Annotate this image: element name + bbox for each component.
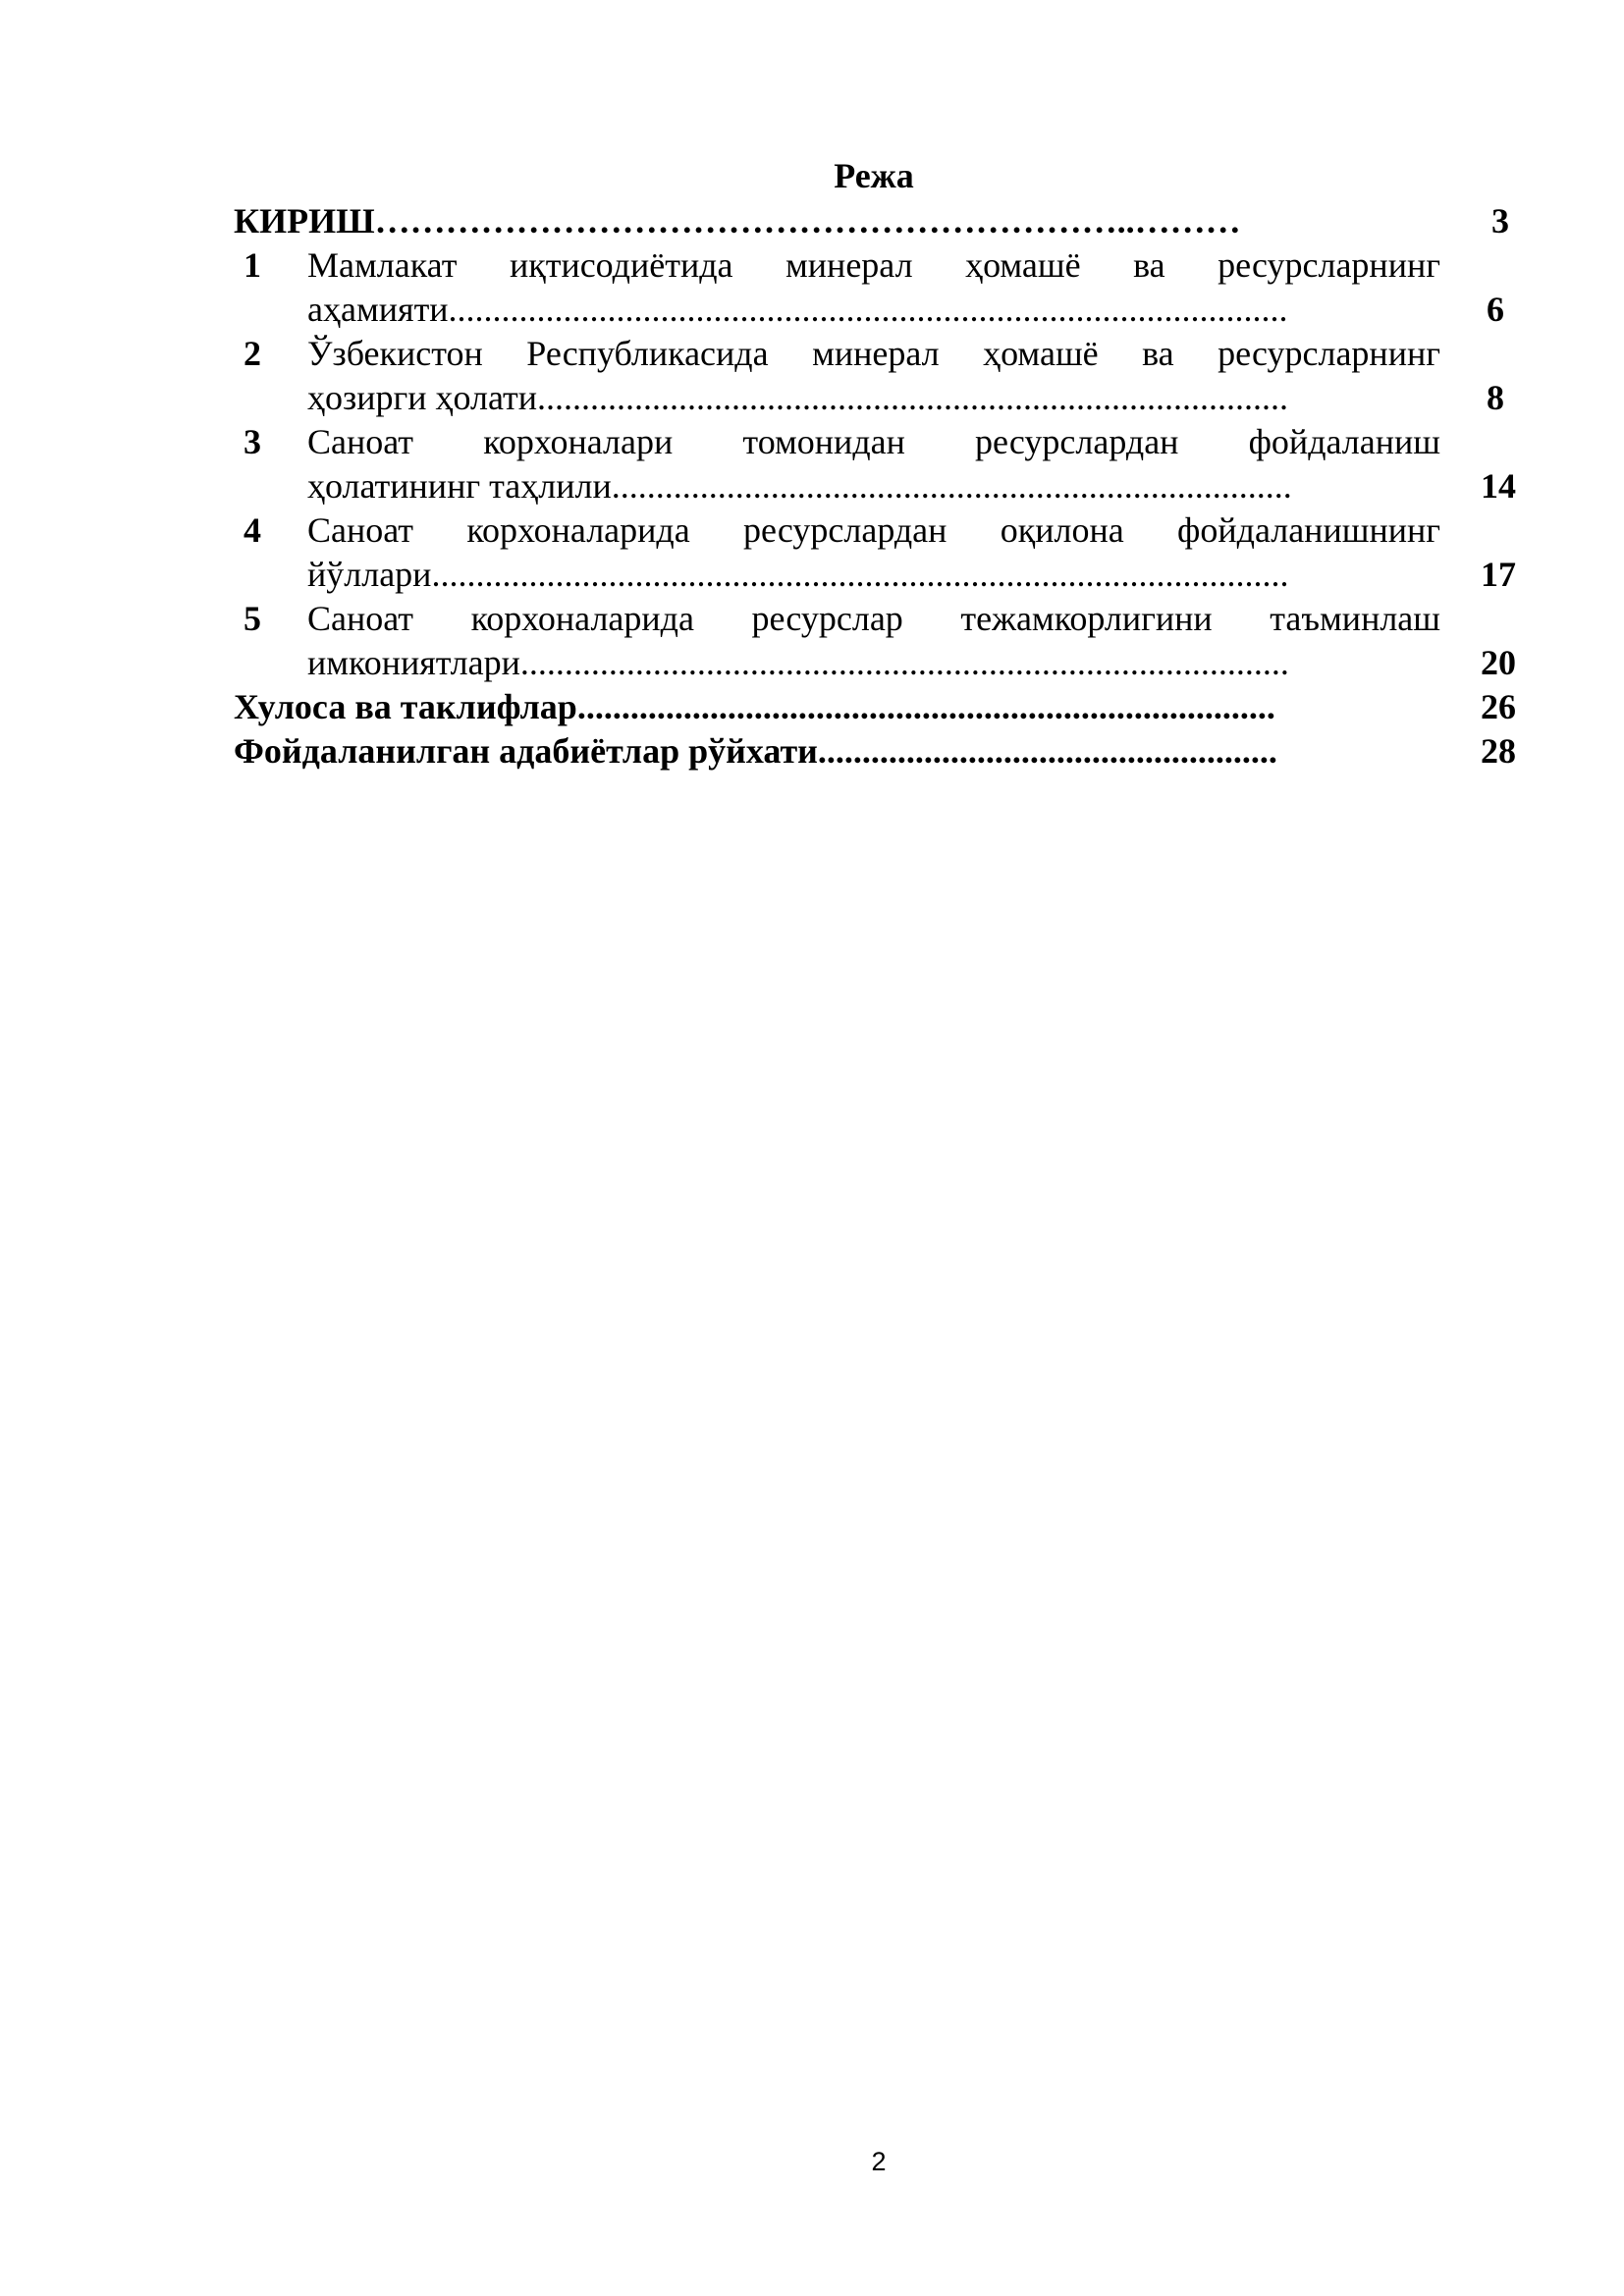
toc-section-title-line1: Саноат корхоналарида ресурслар тежамкорлигини таъминлаш — [307, 599, 1440, 638]
toc-section-number: 2 — [244, 334, 261, 373]
toc-conclusion-page: 26 — [1481, 687, 1516, 726]
toc-references-label: Фойдаланилган адабиётлар рўйхати — [234, 731, 818, 771]
toc-conclusion — [234, 685, 1387, 729]
toc-conclusion-label: Хулоса ва таклифлар — [234, 687, 577, 726]
toc-section-page: 6 — [1487, 290, 1504, 329]
toc-references — [234, 729, 1387, 774]
page-title: Режа — [834, 156, 914, 195]
toc-section-number: 1 — [244, 245, 261, 285]
toc-intro — [234, 199, 1382, 243]
toc-section-number: 4 — [244, 510, 261, 550]
toc-section-page: 8 — [1487, 378, 1504, 417]
toc-section-title-line2: аҳамияти............................................................................................... — [307, 290, 1288, 329]
toc-conclusion-leader: ............................................................................... — [576, 687, 1275, 726]
toc-section-title-line2: ҳозирги ҳолати..................................................................................... — [307, 378, 1289, 417]
toc-section-title-line1: Мамлакат иқтисодиётида минерал ҳомашё ва ресурсларнинг — [307, 245, 1440, 285]
toc-section-page: 14 — [1481, 466, 1516, 506]
toc-section-title-line1: Саноат корхоналарида ресурслардан оқилона фойдаланишнинг — [307, 510, 1440, 550]
toc-intro-label: КИРИШ — [234, 201, 375, 240]
toc-references-page: 28 — [1481, 731, 1516, 771]
toc-section-title-line2: ҳолатининг таҳлили............................................................................. — [307, 466, 1292, 506]
toc-section-number: 3 — [244, 422, 261, 461]
page-number: 2 — [871, 2147, 887, 2176]
toc-references-leader: .................................................... — [817, 731, 1277, 771]
toc-section-title-line2: йўллари................................................................................................. — [307, 555, 1289, 594]
toc-section-page: 20 — [1481, 643, 1516, 682]
toc-intro-leader: ………………………………………………………..……… — [374, 201, 1241, 240]
toc-section-title-line1: Ўзбекистон Республикасида минерал ҳомашё ва ресурсларнинг — [307, 334, 1440, 373]
toc-intro-page: 3 — [1491, 201, 1509, 240]
toc-section-page: 17 — [1481, 555, 1516, 594]
toc-section-number: 5 — [244, 599, 261, 638]
toc-section-title-line2: имкониятлари....................................................................................... — [307, 643, 1289, 682]
toc-section-title-line1: Саноат корхоналари томонидан ресурслардан фойдаланиш — [307, 422, 1440, 461]
